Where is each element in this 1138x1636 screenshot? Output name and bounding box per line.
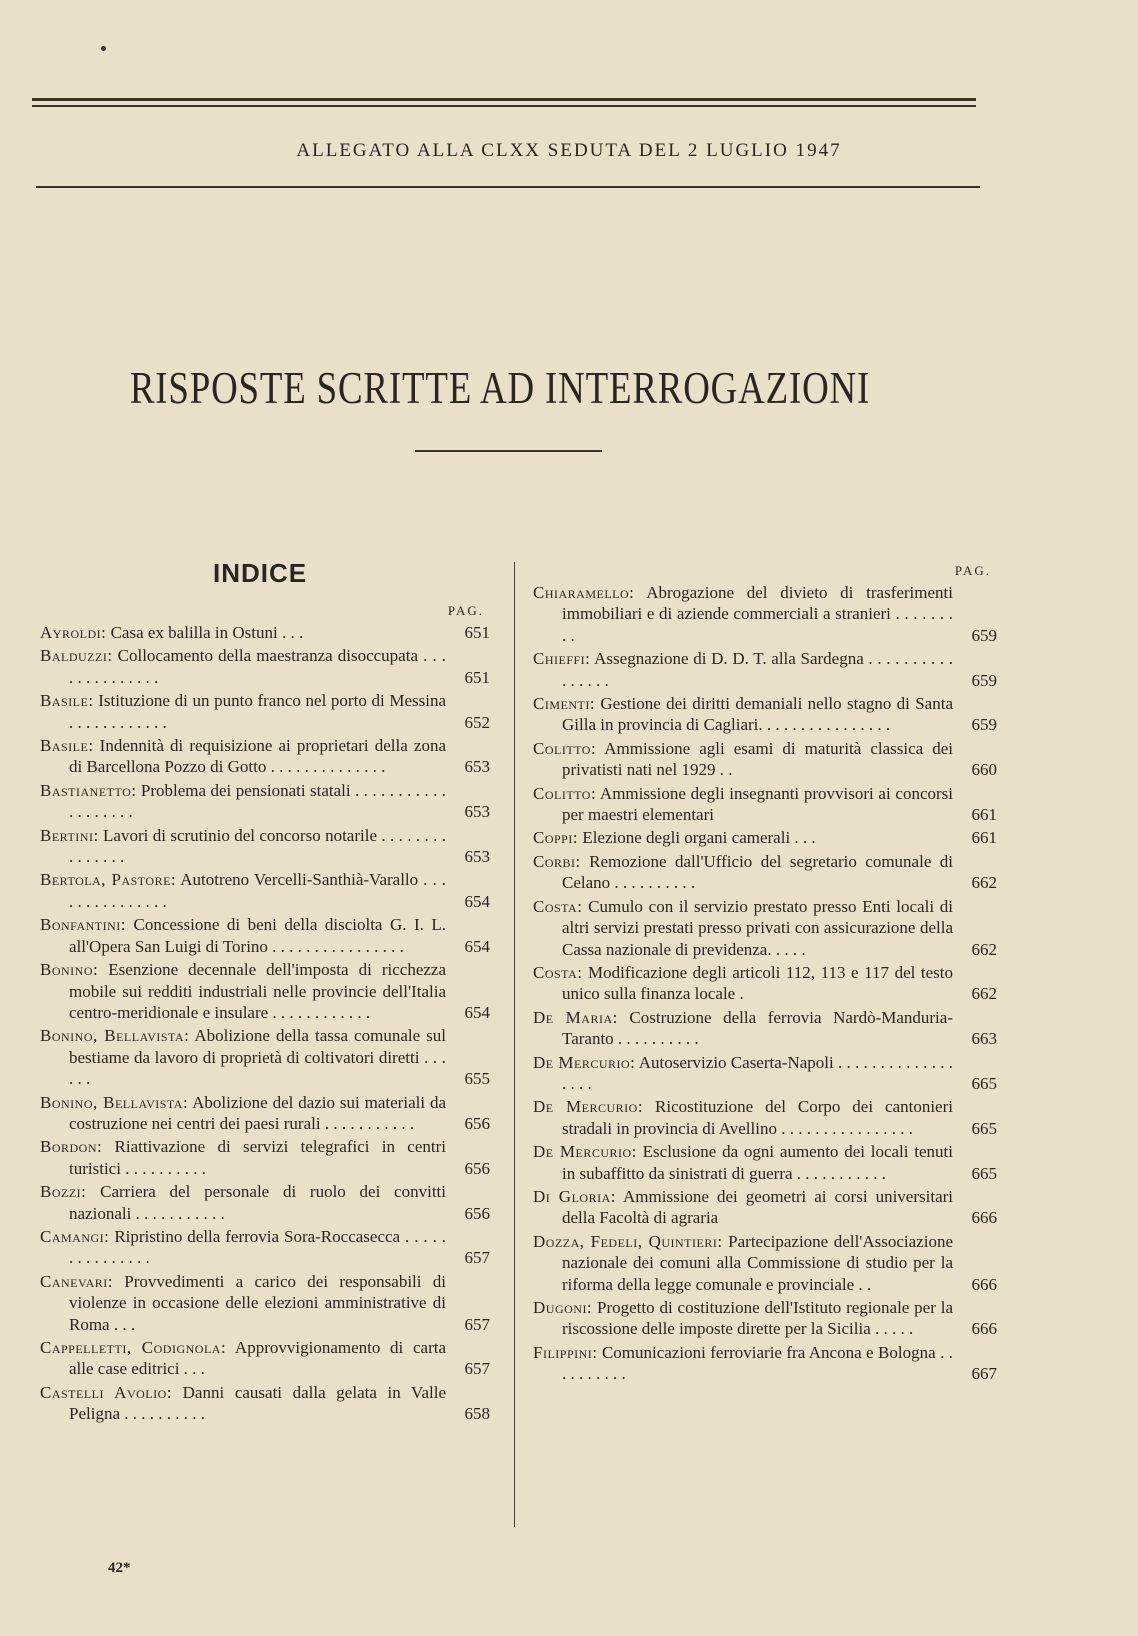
- entry-text: [533, 896, 953, 960]
- index-entry: [533, 1186, 997, 1229]
- entry-subject: Esclusione da ogni aumento dei locali tenuti in subaffitto da sinistrati di guerra . . . . . . . . . . .: [562, 1142, 953, 1183]
- entry-text: [40, 1025, 446, 1089]
- index-entry: [533, 738, 997, 781]
- entry-page-number: 655: [464, 1069, 490, 1089]
- entry-author: Ayroldi:: [40, 623, 107, 642]
- entry-text: [40, 825, 446, 868]
- entry-subject: Costruzione della ferrovia Nardò-Manduria-Taranto . . . . . . . . . .: [562, 1007, 953, 1049]
- entry-author: Bertola, Pastore:: [40, 870, 177, 890]
- entry-text: [40, 1181, 446, 1224]
- index-entry: [40, 1025, 490, 1089]
- entry-subject: Lavori di scrutinio del concorso notarile . . . . . . . . . . . . . . .: [69, 825, 446, 867]
- entry-author: Basile:: [40, 736, 94, 756]
- index-entry: [533, 1342, 997, 1385]
- index-entry: [40, 780, 490, 823]
- entry-subject: Concessione di beni della disciolta G. I. L. all'Opera San Luigi di Torino . . . . . . . . . . . . . . . .: [69, 915, 446, 956]
- column-divider: [514, 562, 515, 1527]
- title-underline: [415, 450, 602, 452]
- entry-author: Dugoni:: [533, 1298, 593, 1317]
- entry-author: Castelli Avolio:: [40, 1382, 173, 1402]
- index-entry: [40, 1337, 490, 1380]
- index-list-left: [40, 622, 490, 1425]
- entry-page-number: 665: [971, 1073, 997, 1093]
- index-entry: [40, 1271, 490, 1335]
- entry-subject: Problema dei pensionati statali . . . . . . . . . . . . . . . . . . .: [69, 780, 446, 822]
- index-entry: [40, 645, 490, 688]
- index-entry: [40, 1136, 490, 1179]
- entry-text: [533, 962, 953, 1005]
- index-entry: [40, 914, 490, 957]
- entry-text: [533, 827, 953, 848]
- entry-author: Cimenti:: [533, 694, 596, 714]
- entry-page-number: 651: [464, 623, 490, 642]
- entry-text: [40, 1136, 446, 1179]
- index-entry: [533, 783, 997, 826]
- index-entry: [40, 690, 490, 733]
- entry-author: Corbi:: [533, 851, 581, 871]
- entry-text: [40, 645, 446, 688]
- entry-subject: Gestione dei diritti demaniali nello stagno di Santa Gilla in provincia di Cagliari. . . . . . . . . . . . . . . .: [562, 694, 953, 735]
- entry-page-number: 666: [971, 1208, 997, 1228]
- index-entry: [533, 693, 997, 736]
- entry-subject: Collocamento della maestranza disoccupata . . . . . . . . . . . . . .: [69, 646, 446, 687]
- entry-text: [533, 783, 953, 826]
- entry-author: Chiaramello:: [533, 583, 635, 602]
- entry-text: [40, 1337, 446, 1380]
- entry-text: [40, 622, 446, 643]
- entry-text: [533, 1007, 953, 1050]
- entry-subject: Elezione degli organi camerali . . .: [578, 828, 816, 848]
- entry-page-number: 651: [464, 667, 490, 687]
- index-entry: [533, 896, 997, 960]
- entry-text: [533, 851, 953, 894]
- entry-page-number: 654: [464, 1002, 490, 1022]
- entry-author: Coppi:: [533, 828, 579, 848]
- entry-text: [533, 1342, 953, 1385]
- index-entry: [533, 648, 997, 691]
- entry-page-number: 654: [464, 936, 490, 956]
- ink-speck: [101, 46, 106, 51]
- index-entry: [533, 1297, 997, 1340]
- page-mark: 42*: [108, 1560, 131, 1576]
- session-header: ALLEGATO ALLA CLXX SEDUTA DEL 2 LUGLIO 1947: [296, 140, 842, 161]
- entry-subject: Modificazione degli articoli 112, 113 e 117 del testo unico sulla finanza locale .: [562, 962, 953, 1004]
- entry-author: Bonino, Bellavista:: [40, 1026, 190, 1046]
- entry-author: De Maria:: [533, 1007, 618, 1027]
- entry-text: [40, 1092, 446, 1135]
- entry-page-number: 658: [464, 1404, 490, 1424]
- entry-subject: Abrogazione del divieto di trasferimenti immobiliari e di aziende commerciali a stranieri . . . . . . . . .: [562, 583, 953, 645]
- index-left-column: [40, 600, 490, 1427]
- entry-page-number: 666: [971, 1319, 997, 1339]
- index-entry: [40, 622, 490, 643]
- entry-text: [40, 1226, 446, 1269]
- entry-text: [533, 1141, 953, 1184]
- entry-subject: Provvedimenti a carico dei responsabili di violenze in occasione delle elezioni amministrative di Roma . . .: [69, 1271, 446, 1334]
- entry-subject: Riattivazione di servizi telegrafici in centri turistici . . . . . . . . . .: [69, 1137, 446, 1178]
- entry-subject: Autoservizio Caserta-Napoli . . . . . . . . . . . . . . . . . .: [562, 1052, 953, 1093]
- entry-author: Cappelletti, Codignola:: [40, 1338, 227, 1357]
- entry-page-number: 657: [464, 1314, 490, 1334]
- entry-text: [40, 959, 446, 1023]
- index-list-right: [533, 582, 997, 1385]
- entry-page-number: 662: [971, 939, 997, 959]
- entry-subject: Ripristino della ferrovia Sora-Roccasecca . . . . . . . . . . . . . . .: [69, 1226, 446, 1268]
- index-title: INDICE: [213, 558, 308, 588]
- entry-page-number: 656: [464, 1203, 490, 1223]
- index-entry: [533, 1231, 997, 1295]
- entry-subject: Assegnazione di D. D. T. alla Sardegna . . . . . . . . . . . . . . . .: [562, 649, 953, 690]
- entry-text: [533, 1096, 953, 1139]
- index-entry: [40, 869, 490, 912]
- index-entry: [533, 1007, 997, 1050]
- entry-author: Chieffi:: [533, 649, 591, 669]
- entry-text: [533, 738, 953, 781]
- entry-text: [40, 690, 446, 733]
- entry-text: [40, 914, 446, 957]
- entry-page-number: 661: [971, 828, 997, 848]
- index-entry: [533, 1052, 997, 1095]
- index-entry: [40, 735, 490, 778]
- entry-page-number: 652: [464, 712, 490, 732]
- entry-text: [40, 1382, 446, 1425]
- entry-author: Dozza, Fedeli, Quintieri:: [533, 1231, 723, 1251]
- entry-author: Bonino, Bellavista:: [40, 1092, 189, 1112]
- index-entry: [40, 1226, 490, 1269]
- index-entry: [533, 1096, 997, 1139]
- index-entry: [533, 827, 997, 848]
- index-entry: [40, 1092, 490, 1135]
- entry-author: Bonino:: [40, 960, 99, 980]
- entry-author: Costa:: [533, 962, 583, 982]
- top-rule-thin: [32, 105, 976, 107]
- entry-subject: Casa ex balilla in Ostuni . . .: [106, 623, 304, 642]
- index-right-column: [533, 560, 997, 1387]
- entry-author: Canevari:: [40, 1271, 114, 1291]
- entry-page-number: 662: [971, 984, 997, 1004]
- entry-author: Bastianetto:: [40, 780, 137, 800]
- entry-page-number: 663: [971, 1029, 997, 1049]
- entry-subject: Comunicazioni ferroviarie fra Ancona e Bologna . . . . . . . . . .: [562, 1342, 953, 1384]
- entry-subject: Indennità di requisizione ai proprietari della zona di Barcellona Pozzo di Gotto . . . . . . . . . . . . . .: [69, 736, 446, 777]
- entry-author: De Mercurio:: [533, 1142, 637, 1162]
- entry-subject: Ammissione dei geometri ai corsi universitari della Facoltà di agraria: [562, 1186, 953, 1228]
- entry-author: Colitto:: [533, 738, 597, 758]
- entry-text: [533, 582, 953, 646]
- entry-text: [40, 735, 446, 778]
- entry-page-number: 656: [464, 1158, 490, 1178]
- entry-page-number: 659: [971, 670, 997, 690]
- entry-subject: Istituzione di un punto franco nel porto di Messina . . . . . . . . . . . .: [69, 691, 446, 732]
- entry-page-number: 657: [464, 1359, 490, 1379]
- entry-text: [533, 693, 953, 736]
- entry-page-number: 656: [464, 1113, 490, 1133]
- entry-subject: Ammissione degli insegnanti provvisori ai concorsi per maestri elementari: [562, 783, 953, 825]
- entry-page-number: 653: [464, 847, 490, 867]
- entry-subject: Partecipazione dell'Associazione nazionale dei comuni alla Commissione di studio per la riforma della legge comunale e provinciale . .: [562, 1231, 953, 1294]
- index-entry: [40, 825, 490, 868]
- entry-author: Balduzzi:: [40, 646, 113, 666]
- entry-author: Costa:: [533, 896, 583, 916]
- entry-author: Di Gloria:: [533, 1186, 616, 1206]
- entry-page-number: 665: [971, 1118, 997, 1138]
- entry-author: Bordon:: [40, 1137, 103, 1157]
- index-entry: [533, 582, 997, 646]
- entry-subject: Progetto di costituzione dell'Istituto regionale per la riscossione delle imposte dirette per la Sicilia . . . . .: [562, 1298, 953, 1339]
- entry-author: Bozzi:: [40, 1182, 87, 1202]
- entry-subject: Esenzione decennale dell'imposta di ricchezza mobile sui redditi industriali nelle provincie dell'Italia centro-meridionale e insulare . . . . . . . . . . . .: [69, 960, 446, 1022]
- header-rule: [36, 186, 980, 188]
- entry-author: Camangi:: [40, 1226, 110, 1246]
- top-rule-thick: [32, 98, 976, 101]
- entry-author: De Mercurio:: [533, 1052, 636, 1072]
- entry-text: [533, 1052, 953, 1095]
- index-entry: [40, 1181, 490, 1224]
- entry-page-number: 653: [464, 802, 490, 822]
- entry-subject: Ammissione agli esami di maturità classica dei privatisti nati nel 1929 . .: [562, 738, 953, 780]
- entry-page-number: 665: [971, 1163, 997, 1183]
- entry-page-number: 667: [971, 1364, 997, 1384]
- entry-text: [533, 1231, 953, 1295]
- pag-label: PAG.: [447, 603, 484, 618]
- entry-subject: Abolizione del dazio sui materiali da costruzione nei centri dei paesi rurali . . . . . . . . . . .: [69, 1092, 446, 1133]
- entry-subject: Ricostituzione del Corpo dei cantonieri stradali in provincia di Avellino . . . . . . . . . . . . . . . .: [562, 1097, 953, 1138]
- entry-page-number: 661: [971, 805, 997, 825]
- entry-author: De Mercurio:: [533, 1097, 644, 1117]
- entry-subject: Danni causati dalla gelata in Valle Peligna . . . . . . . . . .: [69, 1382, 446, 1424]
- entry-page-number: 659: [971, 625, 997, 645]
- entry-text: [40, 1271, 446, 1335]
- entry-text: [533, 1297, 953, 1340]
- entry-page-number: 657: [464, 1248, 490, 1268]
- entry-page-number: 659: [971, 715, 997, 735]
- entry-text: [40, 869, 446, 912]
- entry-text: [533, 648, 953, 691]
- entry-page-number: 662: [971, 873, 997, 893]
- index-entry: [40, 959, 490, 1023]
- entry-author: Filippini:: [533, 1342, 598, 1362]
- entry-author: Basile:: [40, 691, 94, 711]
- entry-page-number: 660: [971, 760, 997, 780]
- entry-subject: Remozione dall'Ufficio del segretario comunale di Celano . . . . . . . . . .: [562, 851, 953, 893]
- page-title: RISPOSTE SCRITTE AD INTERROGAZIONI: [129, 363, 871, 413]
- pag-label: PAG.: [954, 563, 991, 578]
- entry-page-number: 666: [971, 1274, 997, 1294]
- entry-author: Colitto:: [533, 783, 597, 803]
- index-entry: [533, 962, 997, 1005]
- entry-subject: Carriera del personale di ruolo dei convitti nazionali . . . . . . . . . . .: [69, 1182, 446, 1223]
- entry-subject: Autotreno Vercelli-Santhià-Varallo . . . . . . . . . . . . . . .: [69, 870, 446, 911]
- index-entry: [533, 851, 997, 894]
- entry-author: Bonfantini:: [40, 915, 126, 935]
- entry-subject: Approvvigionamento di carta alle case editrici . . .: [69, 1338, 446, 1379]
- entry-author: Bertini:: [40, 825, 99, 845]
- index-entry: [40, 1382, 490, 1425]
- entry-page-number: 654: [464, 891, 490, 911]
- entry-page-number: 653: [464, 757, 490, 777]
- entry-subject: Cumulo con il servizio prestato presso Enti locali di altri servizi prestati presso privati con assicurazione della Cassa nazionale di previdenza. . . . .: [562, 896, 953, 959]
- entry-text: [533, 1186, 953, 1229]
- index-entry: [533, 1141, 997, 1184]
- entry-subject: Abolizione della tassa comunale sul bestiame da lavoro di proprietà di coltivatori diretti . . . . . .: [69, 1026, 446, 1089]
- entry-text: [40, 780, 446, 823]
